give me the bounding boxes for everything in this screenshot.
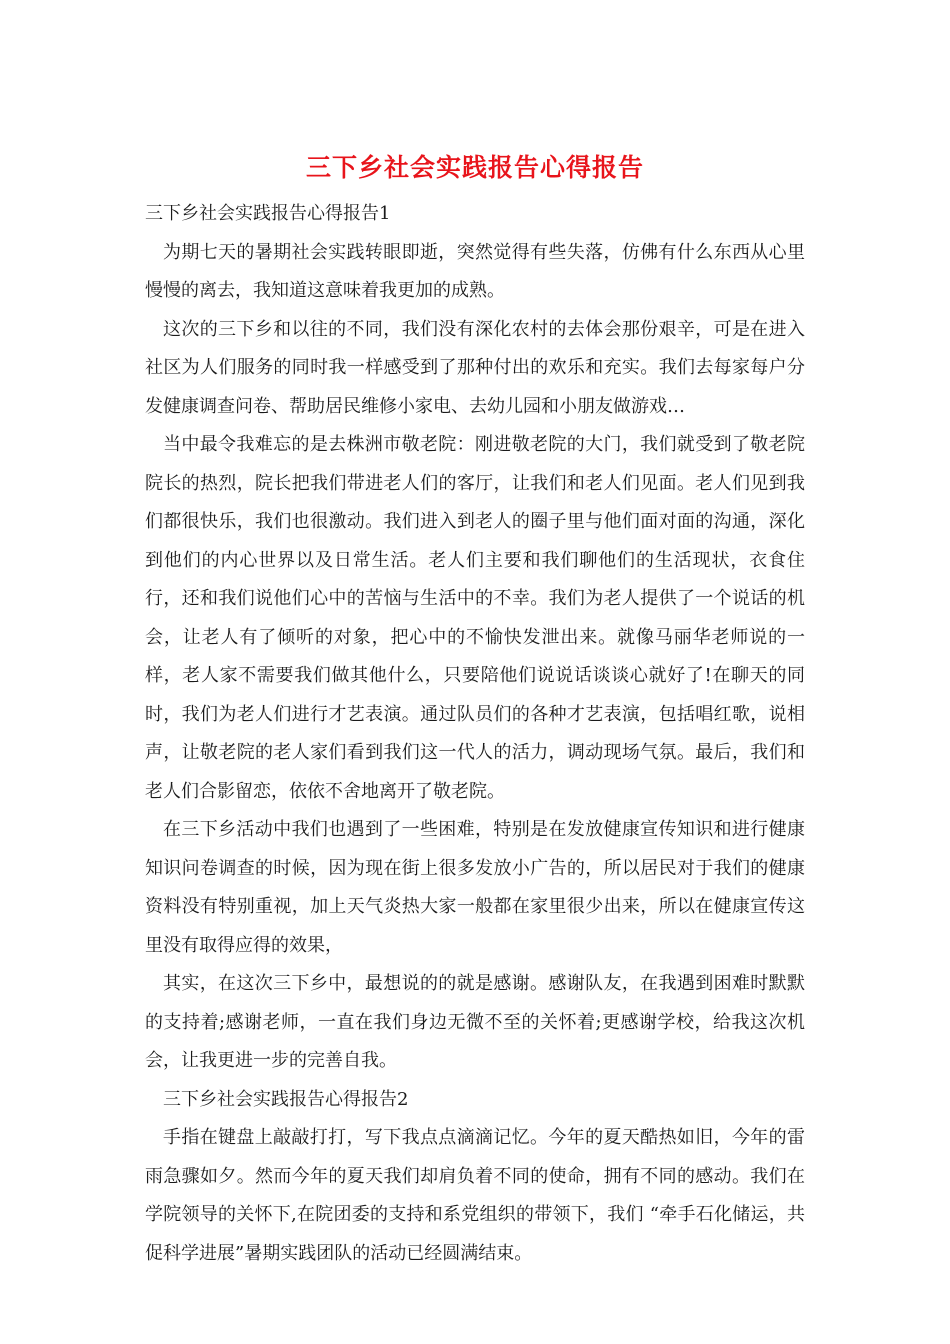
paragraph: 为期七天的暑期社会实践转眼即逝，突然觉得有些失落，仿佛有什么东西从心里慢慢的离去，我知道这意味着我更加的成熟。 [145,241,805,301]
paragraph: 当中最令我难忘的是去株洲市敬老院：刚进敬老院的大门，我们就受到了敬老院院长的热烈，院长把我们带进老人们的客厅，让我们和老人们见面。老人们见到我们都很快乐，我们也很激动。我们进入到老人的圈子里与他们面对面的沟通，深化到他们的内心世界以及日常生活。老人们主要和我们聊他们的生活现状，衣食住行，还和我们说他们心中的苦恼与生活中的不幸。我们为老人提供了一个说话的机会，让老人有了倾听的对象，把心中的不愉快发泄出来。就像马丽华老师说的一样，老人家不需要我们做其他什么，只要陪他们说说话谈谈心就好了!在聊天的同时，我们为老人们进行才艺表演。通过队员们的各种才艺表演，包括唱红歌，说相声，让敬老院的老人家们看到我们这一代人的活力，调动现场气氛。最后，我们和老人们合影留恋，依依不舍地离开了敬老院。 [145,434,805,802]
section-heading-1: 三下乡社会实践报告心得报告1 [145,203,391,224]
paragraph: 其实，在这次三下乡中，最想说的的就是感谢。感谢队友，在我遇到困难时默默的支持着;感谢老师，一直在我们身边无微不至的关怀着;更感谢学校，给我这次机会，让我更进一步的完善自我。 [145,973,805,1071]
document-title: 三下乡社会实践报告心得报告 [305,153,644,182]
paragraph: 在三下乡活动中我们也遇到了一些困难，特别是在发放健康宣传知识和进行健康知识问卷调查的时候，因为现在街上很多发放小广告的，所以居民对于我们的健康资料没有特别重视，加上天气炎热大家一般都在家里很少出来，所以在健康宣传这里没有取得应得的效果， [145,819,805,956]
paragraph: 手指在键盘上敲敲打打，写下我点点滴滴记忆。今年的夏天酷热如旧，今年的雷雨急骤如夕。然而今年的夏天我们却肩负着不同的使命，拥有不同的感动。我们在学院领导的关怀下,在院团委的支持和系党组织的带领下，我们 “牵手石化储运，共促科学进展”暑期实践团队的活动已经圆满结束。 [145,1127,805,1264]
document-body [145,195,805,1273]
section-heading-2: 三下乡社会实践报告心得报告2 [163,1088,409,1110]
paragraph: 这次的三下乡和以往的不同，我们没有深化农村的去体会那份艰辛，可是在进入社区为人们服务的同时我一样感受到了那种付出的欢乐和充实。我们去每家每户分发健康调查问卷、帮助居民维修小家电、去幼儿园和小朋友做游戏… [145,318,805,417]
